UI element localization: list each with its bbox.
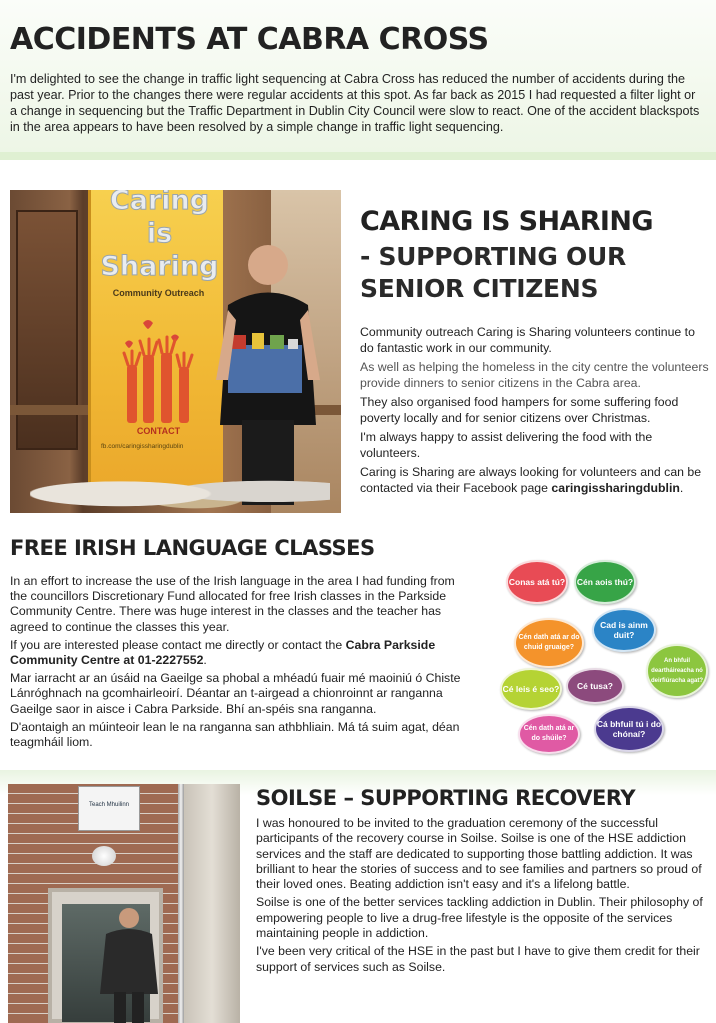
irish-p2: [10, 638, 472, 668]
speech-bubble: Conas atá tú?: [506, 560, 568, 604]
speech-bubble: Cén aois thú?: [574, 560, 636, 604]
speech-bubble: Cén dath atá ar do chuid gruaige?: [514, 618, 584, 668]
banner-subtitle: Community Outreach: [112, 288, 205, 298]
caring-p3: They also organised food hampers for some suffering food poverty locally and for senior citizens over Christmas.: [360, 395, 679, 425]
irish-p4: D'aontaigh an múinteoir lean le na ranganna san athbhliain. Má tá suim agat, déan teagmháil liom.: [10, 719, 460, 750]
food-bags: [30, 465, 330, 513]
irish-p3: Mar iarracht ar an úsáid na Gaeilge sa phobal a mhéadú fuair mé maoiniú ó Chiste Lánróghnach na gcomhairleoirí. Déantar an t-airgead a chionroinnt ar ranganna Gaeilge saor in aisce i Cabra Parkside. Bhí an-spéis sna ranganna.: [10, 671, 461, 716]
caring-p5-text: Caring is Sharing are always looking for volunteers and can be contacted via their Facebook page: [360, 465, 702, 495]
caring-text: [360, 206, 710, 500]
wall-lamp: [92, 846, 116, 866]
irish-p1: In an effort to increase the use of the Irish language in the area I had funding from the councillors Discretionary Fund allocated for free Irish classes in the Parkside Community Centre. There was huge interest in the classes and the teacher has agreed to continue the classes this year.: [10, 574, 455, 634]
soilse-text: [256, 786, 711, 978]
facebook-link[interactable]: caringissharingdublin: [551, 480, 680, 495]
irish-section: [0, 530, 716, 770]
caring-p5: [360, 465, 710, 496]
accidents-body: I'm delighted to see the change in traffic light sequencing at Cabra Cross has reduced the number of accidents during the past year. Prior to the changes there were regular accidents at this spot. As far back as 2015 I had requested a filter light or a change in sequencing but the Traffic Department in Dublin City Council were slow to react. One of the accident blackspots in the area appears to have been resolved by a simple change in traffic light sequencing.: [10, 72, 700, 134]
speech-bubble: Cé leis é seo?: [500, 668, 562, 710]
caring-p2: As well as helping the homeless in the city centre the volunteers provide dinners to senior citizens in the Cabra area.: [360, 360, 709, 390]
banner-title: Caring is Sharing: [100, 190, 219, 282]
caring-p4: I'm always happy to assist delivering the food with the volunteers.: [360, 430, 653, 460]
soilse-p1: I was honoured to be invited to the graduation ceremony of the successful participants of the recovery course in Soilse. Soilse is one of the HSE addiction services and the staff are dedicated to supporting those battling addiction. It was brilliant to hear the stories of success and to see families and partners so proud of their loved ones. Beating addiction isn't easy and it's a lifelong battle.: [256, 816, 702, 892]
soilse-section: [0, 770, 716, 1023]
banner-fb: fb.com/caringissharingdublin: [101, 443, 184, 450]
speech-bubble: An bhfuil deartháireacha nó deirfiúracha agat?: [646, 644, 708, 698]
irish-p2-text: If you are interested please contact me directly or contact the: [10, 637, 346, 652]
accidents-title: ACCIDENTS AT CABRA CROSS: [10, 22, 489, 57]
speech-bubble: Cad is ainm duit?: [592, 608, 656, 652]
speech-bubble: Cé tusa?: [566, 668, 624, 704]
community-centre-contact: Cabra Parkside Community Centre at 01-2227552: [10, 637, 436, 668]
soilse-title: SOILSE – SUPPORTING RECOVERY: [256, 786, 636, 810]
irish-phrase-bubbles: [496, 556, 708, 752]
caring-photo: [10, 190, 341, 513]
caring-section: [0, 190, 716, 515]
irish-title: FREE IRISH LANGUAGE CLASSES: [10, 536, 375, 560]
irish-text: [10, 574, 472, 753]
speech-bubble: Cá bhfuil tú i do chónaí?: [594, 706, 664, 752]
caring-p5-end: .: [679, 480, 684, 495]
accidents-section: [0, 0, 716, 160]
caring-title: CARING IS SHARING: [360, 206, 653, 237]
hands-icon: [113, 315, 203, 425]
irish-p2-end: .: [203, 653, 207, 668]
banner-contact: CONTACT: [136, 426, 181, 436]
soilse-photo: [8, 784, 240, 1023]
soilse-p2: Soilse is one of the better services tackling addiction in Dublin. Their philosophy of empowering people to live a drug-free lifestyle is the opposite of the services maintaining people in addiction.: [256, 895, 703, 941]
caring-banner: [88, 190, 223, 505]
caring-p1: Community outreach Caring is Sharing volunteers continue to do fantastic work in our community.: [360, 325, 695, 355]
caring-subtitle: - SUPPORTING OUR SENIOR CITIZENS: [360, 242, 626, 303]
building-sign: Teach Mhuilinn: [78, 786, 140, 831]
speech-bubble: Cén dath atá ar do shúile?: [518, 714, 580, 754]
soilse-p3: I've been very critical of the HSE in the past but I have to give them credit for their support of services such as Soilse.: [256, 944, 700, 974]
person-standing: [94, 904, 164, 1023]
